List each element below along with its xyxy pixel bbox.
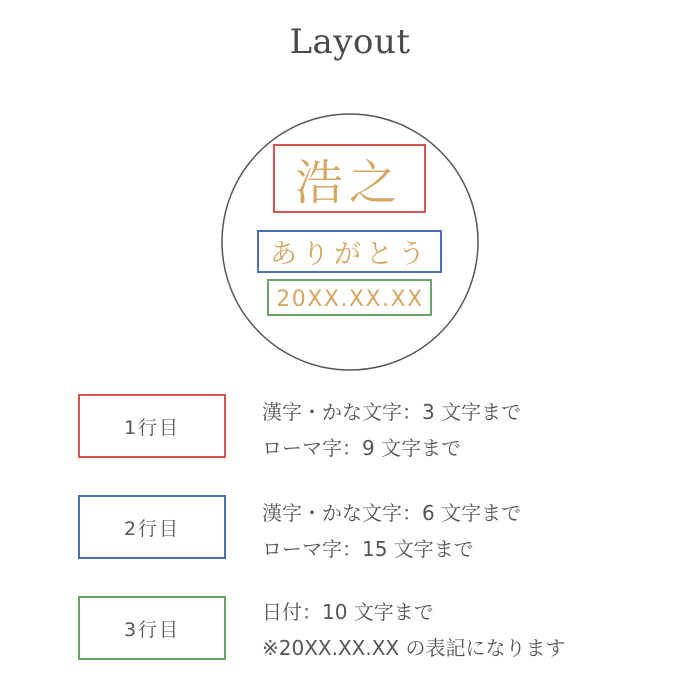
legend-box-line2 <box>78 495 226 559</box>
description-text: 漢字・かな文字：6 文字まで <box>262 501 522 525</box>
description-text: 漢字・かな文字：3 文字まで <box>262 400 522 424</box>
legend-description-line1 <box>262 394 521 466</box>
legend-label: 2行目 <box>123 517 181 540</box>
legend-box-line3 <box>78 596 226 660</box>
legend-box-line1 <box>78 394 226 458</box>
legend-description-line3 <box>262 594 566 666</box>
page-title: Layout <box>289 22 411 62</box>
legend-label: 1行目 <box>123 416 181 439</box>
line1-sample-text: 浩之 <box>294 155 404 211</box>
line2-sample-text: ありがとう <box>270 239 430 270</box>
description-text: 日付：10 文字まで <box>262 600 434 624</box>
legend-description-line2 <box>262 495 521 567</box>
line3-sample-text: 20XX.XX.XX <box>276 287 424 312</box>
description-text: ローマ字：9 文字まで <box>262 436 462 460</box>
legend-label: 3行目 <box>123 618 181 641</box>
description-text: ※20XX.XX.XX の表記になります <box>262 636 566 660</box>
description-text: ローマ字：15 文字まで <box>262 537 474 561</box>
